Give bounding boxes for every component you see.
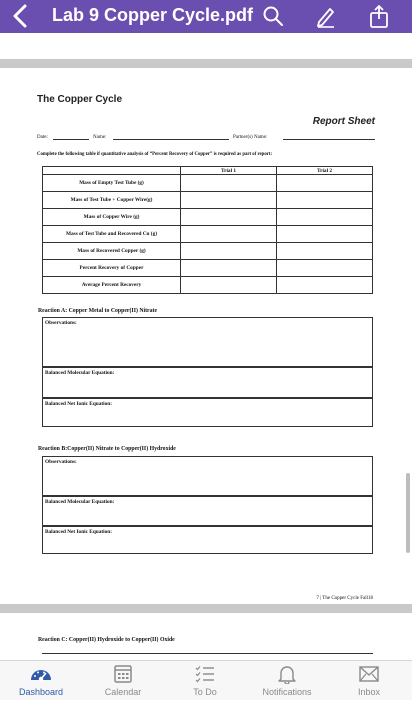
inbox-icon — [357, 664, 381, 684]
quantitative-table — [42, 166, 373, 294]
tab-notifications[interactable]: Notifications — [246, 661, 328, 701]
table-header-trial-2: Trial 2 — [277, 167, 373, 175]
page-separator — [0, 604, 412, 613]
page-footer: 7 | The Copper Cycle Fall18 — [316, 596, 373, 601]
net-ionic-equation-label: Balanced Net Ionic Equation: — [45, 401, 112, 407]
dashboard-icon — [29, 664, 53, 684]
reaction-a-heading: Reaction A: Copper Metal to Copper(II) Nitrate — [38, 308, 158, 314]
molecular-equation-label: Balanced Molecular Equation: — [45, 370, 115, 376]
reaction-b-heading: Reaction B:Copper(II) Nitrate to Copper(II) Hydroxide — [38, 446, 176, 452]
table-row: Percent Recovery of Copper — [43, 260, 373, 277]
tab-dashboard[interactable]: Dashboard — [0, 661, 82, 701]
search-icon[interactable] — [262, 4, 284, 28]
observations-label: Observations: — [45, 320, 77, 326]
todo-icon — [193, 664, 217, 684]
tab-inbox[interactable]: Inbox — [328, 661, 410, 701]
molecular-equation-label: Balanced Molecular Equation: — [45, 499, 115, 505]
page-separator — [0, 59, 412, 68]
table-row: Mass of Empty Test Tube (g) — [43, 175, 373, 192]
reaction-a-observations-box — [42, 317, 373, 367]
bell-icon — [275, 664, 299, 684]
name-label: Name: — [93, 135, 107, 140]
pdf-page — [21, 68, 391, 608]
reaction-a-net-ionic-box — [42, 398, 373, 427]
tab-calendar[interactable]: Calendar — [82, 661, 164, 701]
partners-line — [283, 139, 375, 140]
reaction-a-molecular-box — [42, 367, 373, 398]
table-row: Mass of Test Tube and Recovered Cu (g) — [43, 226, 373, 243]
observations-label: Observations: — [45, 459, 77, 465]
table-instruction: Complete the following table if quantitative analysis of “Percent Recovery of Copper” is required as part of report: — [37, 152, 273, 157]
bottom-tab-bar — [0, 660, 412, 700]
table-row: Average Percent Recovery — [43, 277, 373, 294]
table-row: Mass of Test Tube + Copper Wire(g) — [43, 192, 373, 209]
document-title: Lab 9 Copper Cycle.pdf — [52, 5, 254, 25]
reaction-b-observations-box — [42, 456, 373, 496]
calendar-icon — [111, 664, 135, 684]
partners-label: Partner(s) Name: — [233, 135, 268, 140]
reaction-b-net-ionic-box — [42, 526, 373, 554]
top-bar — [0, 0, 412, 33]
scrollbar[interactable] — [406, 473, 410, 553]
annotate-pen-icon[interactable] — [315, 4, 337, 28]
table-row: Mass of Recovered Copper (g) — [43, 243, 373, 260]
pdf-page-next — [21, 613, 391, 660]
pdf-viewer[interactable] — [0, 33, 412, 660]
reaction-c-heading: Reaction C: Copper(II) Hydroxide to Copper(II) Oxide — [38, 637, 175, 643]
date-label: Date: — [37, 135, 48, 140]
back-chevron-icon[interactable] — [10, 3, 30, 29]
tab-todo[interactable]: To Do — [164, 661, 246, 701]
date-line — [53, 139, 89, 140]
report-sheet-label: Report Sheet — [312, 116, 375, 127]
doc-title: The Copper Cycle — [37, 94, 123, 105]
table-header-trial-1: Trial 1 — [181, 167, 277, 175]
table-row: Mass of Copper Wire (g) — [43, 209, 373, 226]
name-line — [113, 139, 229, 140]
net-ionic-equation-label: Balanced Net Ionic Equation: — [45, 529, 112, 535]
reaction-b-molecular-box — [42, 496, 373, 526]
share-icon[interactable] — [367, 4, 391, 28]
